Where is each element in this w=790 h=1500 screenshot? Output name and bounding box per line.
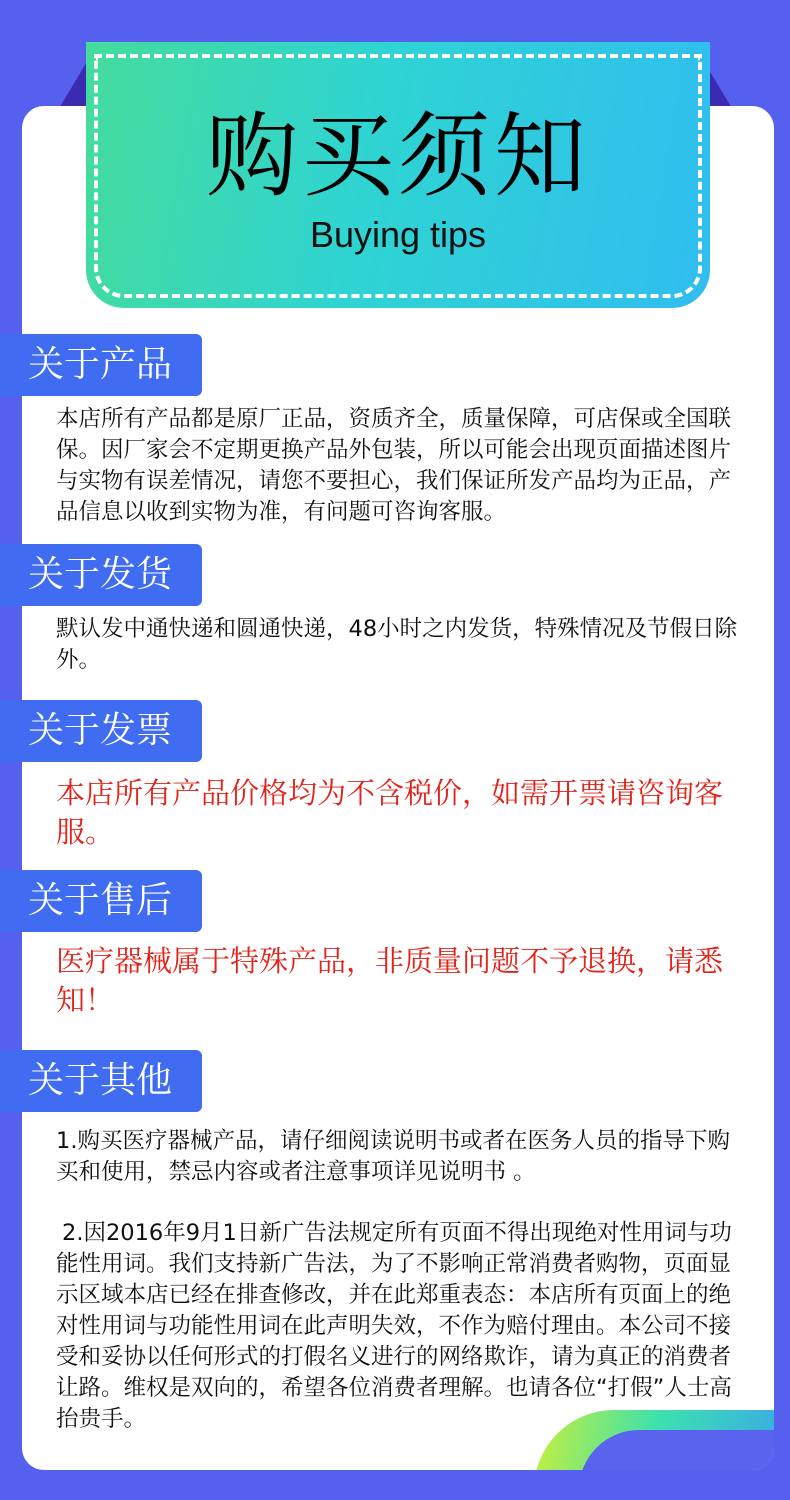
section-text-aftersales: 医疗器械属于特殊产品，非质量问题不予退换，请悉知！ [56, 944, 724, 1017]
section-text-product: 本店所有产品都是原厂正品，资质齐全，质量保障，可店保或全国联保。因厂家会不定期更换产品外包装，所以可能会出现页面描述图片与实物有误差情况，请您不要担心，我们保证所发产品均为正品，产品信息以收到实物为准，有问题可咨询客服。 [56, 406, 732, 525]
section-heading-shipping: 关于发货 [0, 544, 202, 606]
page-subtitle: Buying tips [309, 214, 487, 255]
banner-fold-left [58, 60, 88, 110]
page-title: 购买须知 [205, 103, 590, 210]
title-banner [86, 42, 710, 308]
section-heading-other: 关于其他 [0, 1050, 202, 1112]
section-heading-aftersales: 关于售后 [0, 870, 202, 932]
section-heading-product: 关于产品 [0, 334, 202, 396]
section-text-other-1: 1.购买医疗器械产品，请仔细阅读说明书或者在医务人员的指导下购买和使用，禁忌内容或者注意事项详见说明书 。 [56, 1128, 730, 1185]
section-text-invoice: 本店所有产品价格均为不含税价，如需开票请咨询客服。 [56, 776, 724, 849]
section-text-other-2: 2.因2016年9月1日新广告法规定所有页面不得出现绝对性用词与功能性用词。我们支持新广告法，为了不影响正常消费者购物，页面显示区域本店已经在排查修改，并在此郑重表态：本店所有页面上的绝对性用词与功能性用词在此声明失效，不作为赔付理由。本公司不接受和妥协以任何形式的打假名义进行的网络欺诈，请为真正的消费者让路。维权是双向的，希望各位消费者理解。也请各位“打假”人士高抬贵手。 [56, 1220, 732, 1432]
section-text-shipping: 默认发中通快递和圆通快递，48小时之内发货，特殊情况及节假日除外。 [56, 616, 738, 673]
section-heading-invoice: 关于发票 [0, 700, 202, 762]
